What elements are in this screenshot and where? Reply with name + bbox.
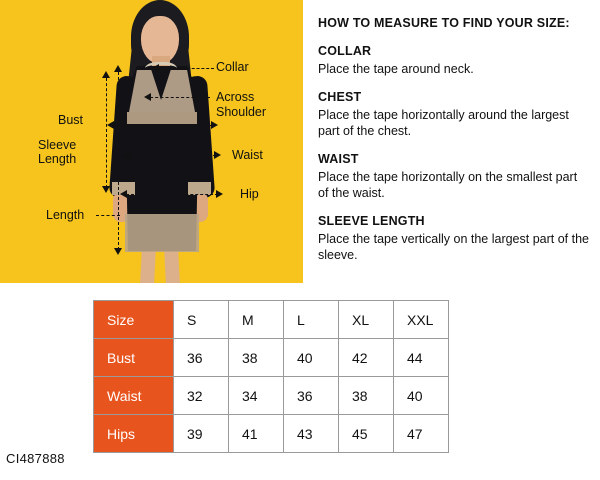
kurti-hem-pattern bbox=[125, 214, 199, 252]
hips-m: 41 bbox=[229, 415, 284, 453]
bust-arrow-right bbox=[211, 121, 218, 129]
hips-l: 43 bbox=[284, 415, 339, 453]
measure-instructions bbox=[318, 16, 590, 276]
label-hip: Hip bbox=[240, 187, 259, 201]
bust-s: 36 bbox=[174, 339, 229, 377]
instructions-heading: HOW TO MEASURE TO FIND YOUR SIZE: bbox=[318, 16, 570, 30]
table-row bbox=[94, 339, 449, 377]
row-header-waist: Waist bbox=[94, 377, 174, 415]
label-across-shoulder-line2: Shoulder bbox=[216, 105, 267, 119]
bust-l: 40 bbox=[284, 339, 339, 377]
watermark-code: CI487888 bbox=[6, 451, 65, 466]
instruction-waist-text: Place the tape horizontally on the smallest part of the waist. bbox=[318, 170, 578, 200]
table-row bbox=[94, 415, 449, 453]
waist-xl: 38 bbox=[339, 377, 394, 415]
measurement-diagram-panel bbox=[0, 0, 303, 283]
bust-xxl: 44 bbox=[394, 339, 449, 377]
table-row bbox=[94, 377, 449, 415]
sleeve-length-measure-line bbox=[106, 78, 107, 188]
instruction-chest-title: CHEST bbox=[318, 90, 362, 104]
table-header-row bbox=[94, 301, 449, 339]
model-illustration bbox=[95, 0, 235, 283]
kurti-collar bbox=[145, 62, 177, 78]
column-header-l: L bbox=[284, 301, 339, 339]
instruction-waist bbox=[318, 152, 590, 201]
hip-measure-line bbox=[126, 194, 218, 195]
sleeve-length-arrow-top bbox=[102, 71, 110, 78]
length-measure-line bbox=[118, 72, 119, 250]
column-header-s: S bbox=[174, 301, 229, 339]
waist-arrow-right bbox=[214, 151, 221, 159]
hips-xl: 45 bbox=[339, 415, 394, 453]
hip-arrow-right bbox=[216, 190, 223, 198]
size-chart-table bbox=[93, 300, 449, 453]
column-header-size: Size bbox=[94, 301, 174, 339]
bust-measure-line bbox=[113, 125, 213, 126]
label-sleeve-length-line1: Sleeve bbox=[38, 138, 77, 152]
instruction-collar-text: Place the tape around neck. bbox=[318, 62, 474, 76]
label-length: Length bbox=[46, 208, 85, 222]
bust-xl: 42 bbox=[339, 339, 394, 377]
instruction-chest bbox=[318, 90, 590, 139]
label-sleeve-length-line2: Length bbox=[38, 152, 77, 166]
bust-m: 38 bbox=[229, 339, 284, 377]
label-collar: Collar bbox=[216, 60, 249, 74]
instruction-sleeve-length bbox=[318, 214, 590, 263]
kurti-waist-band bbox=[127, 112, 197, 124]
bust-arrow-left bbox=[107, 121, 114, 129]
waist-m: 34 bbox=[229, 377, 284, 415]
instruction-collar-title: COLLAR bbox=[318, 44, 372, 58]
row-header-bust: Bust bbox=[94, 339, 174, 377]
hips-xxl: 47 bbox=[394, 415, 449, 453]
collar-arrow bbox=[152, 64, 159, 72]
label-bust: Bust bbox=[58, 113, 84, 127]
instruction-waist-title: WAIST bbox=[318, 152, 359, 166]
instruction-sleeve-length-title: SLEEVE LENGTH bbox=[318, 214, 425, 228]
column-header-m: M bbox=[229, 301, 284, 339]
instruction-chest-text: Place the tape horizontally around the largest part of the chest. bbox=[318, 108, 569, 138]
waist-measure-line bbox=[130, 155, 216, 156]
column-header-xxl: XXL bbox=[394, 301, 449, 339]
across-shoulder-leader-line bbox=[150, 97, 210, 98]
waist-l: 36 bbox=[284, 377, 339, 415]
sleeve-length-arrow-bottom bbox=[102, 186, 110, 193]
hips-s: 39 bbox=[174, 415, 229, 453]
collar-leader-line bbox=[158, 68, 214, 69]
hip-arrow-left bbox=[120, 190, 127, 198]
column-header-xl: XL bbox=[339, 301, 394, 339]
waist-xxl: 40 bbox=[394, 377, 449, 415]
length-arrow-bottom bbox=[114, 248, 122, 255]
waist-s: 32 bbox=[174, 377, 229, 415]
instruction-collar bbox=[318, 44, 590, 77]
row-header-hips: Hips bbox=[94, 415, 174, 453]
label-waist: Waist bbox=[232, 148, 263, 162]
instruction-sleeve-length-text: Place the tape vertically on the largest part of the sleeve. bbox=[318, 232, 589, 262]
label-across-shoulder-line1: Across bbox=[216, 90, 255, 104]
length-arrow-top bbox=[114, 65, 122, 72]
waist-arrow-left bbox=[124, 151, 131, 159]
length-leader-line bbox=[96, 215, 120, 216]
across-shoulder-arrow bbox=[144, 93, 151, 101]
